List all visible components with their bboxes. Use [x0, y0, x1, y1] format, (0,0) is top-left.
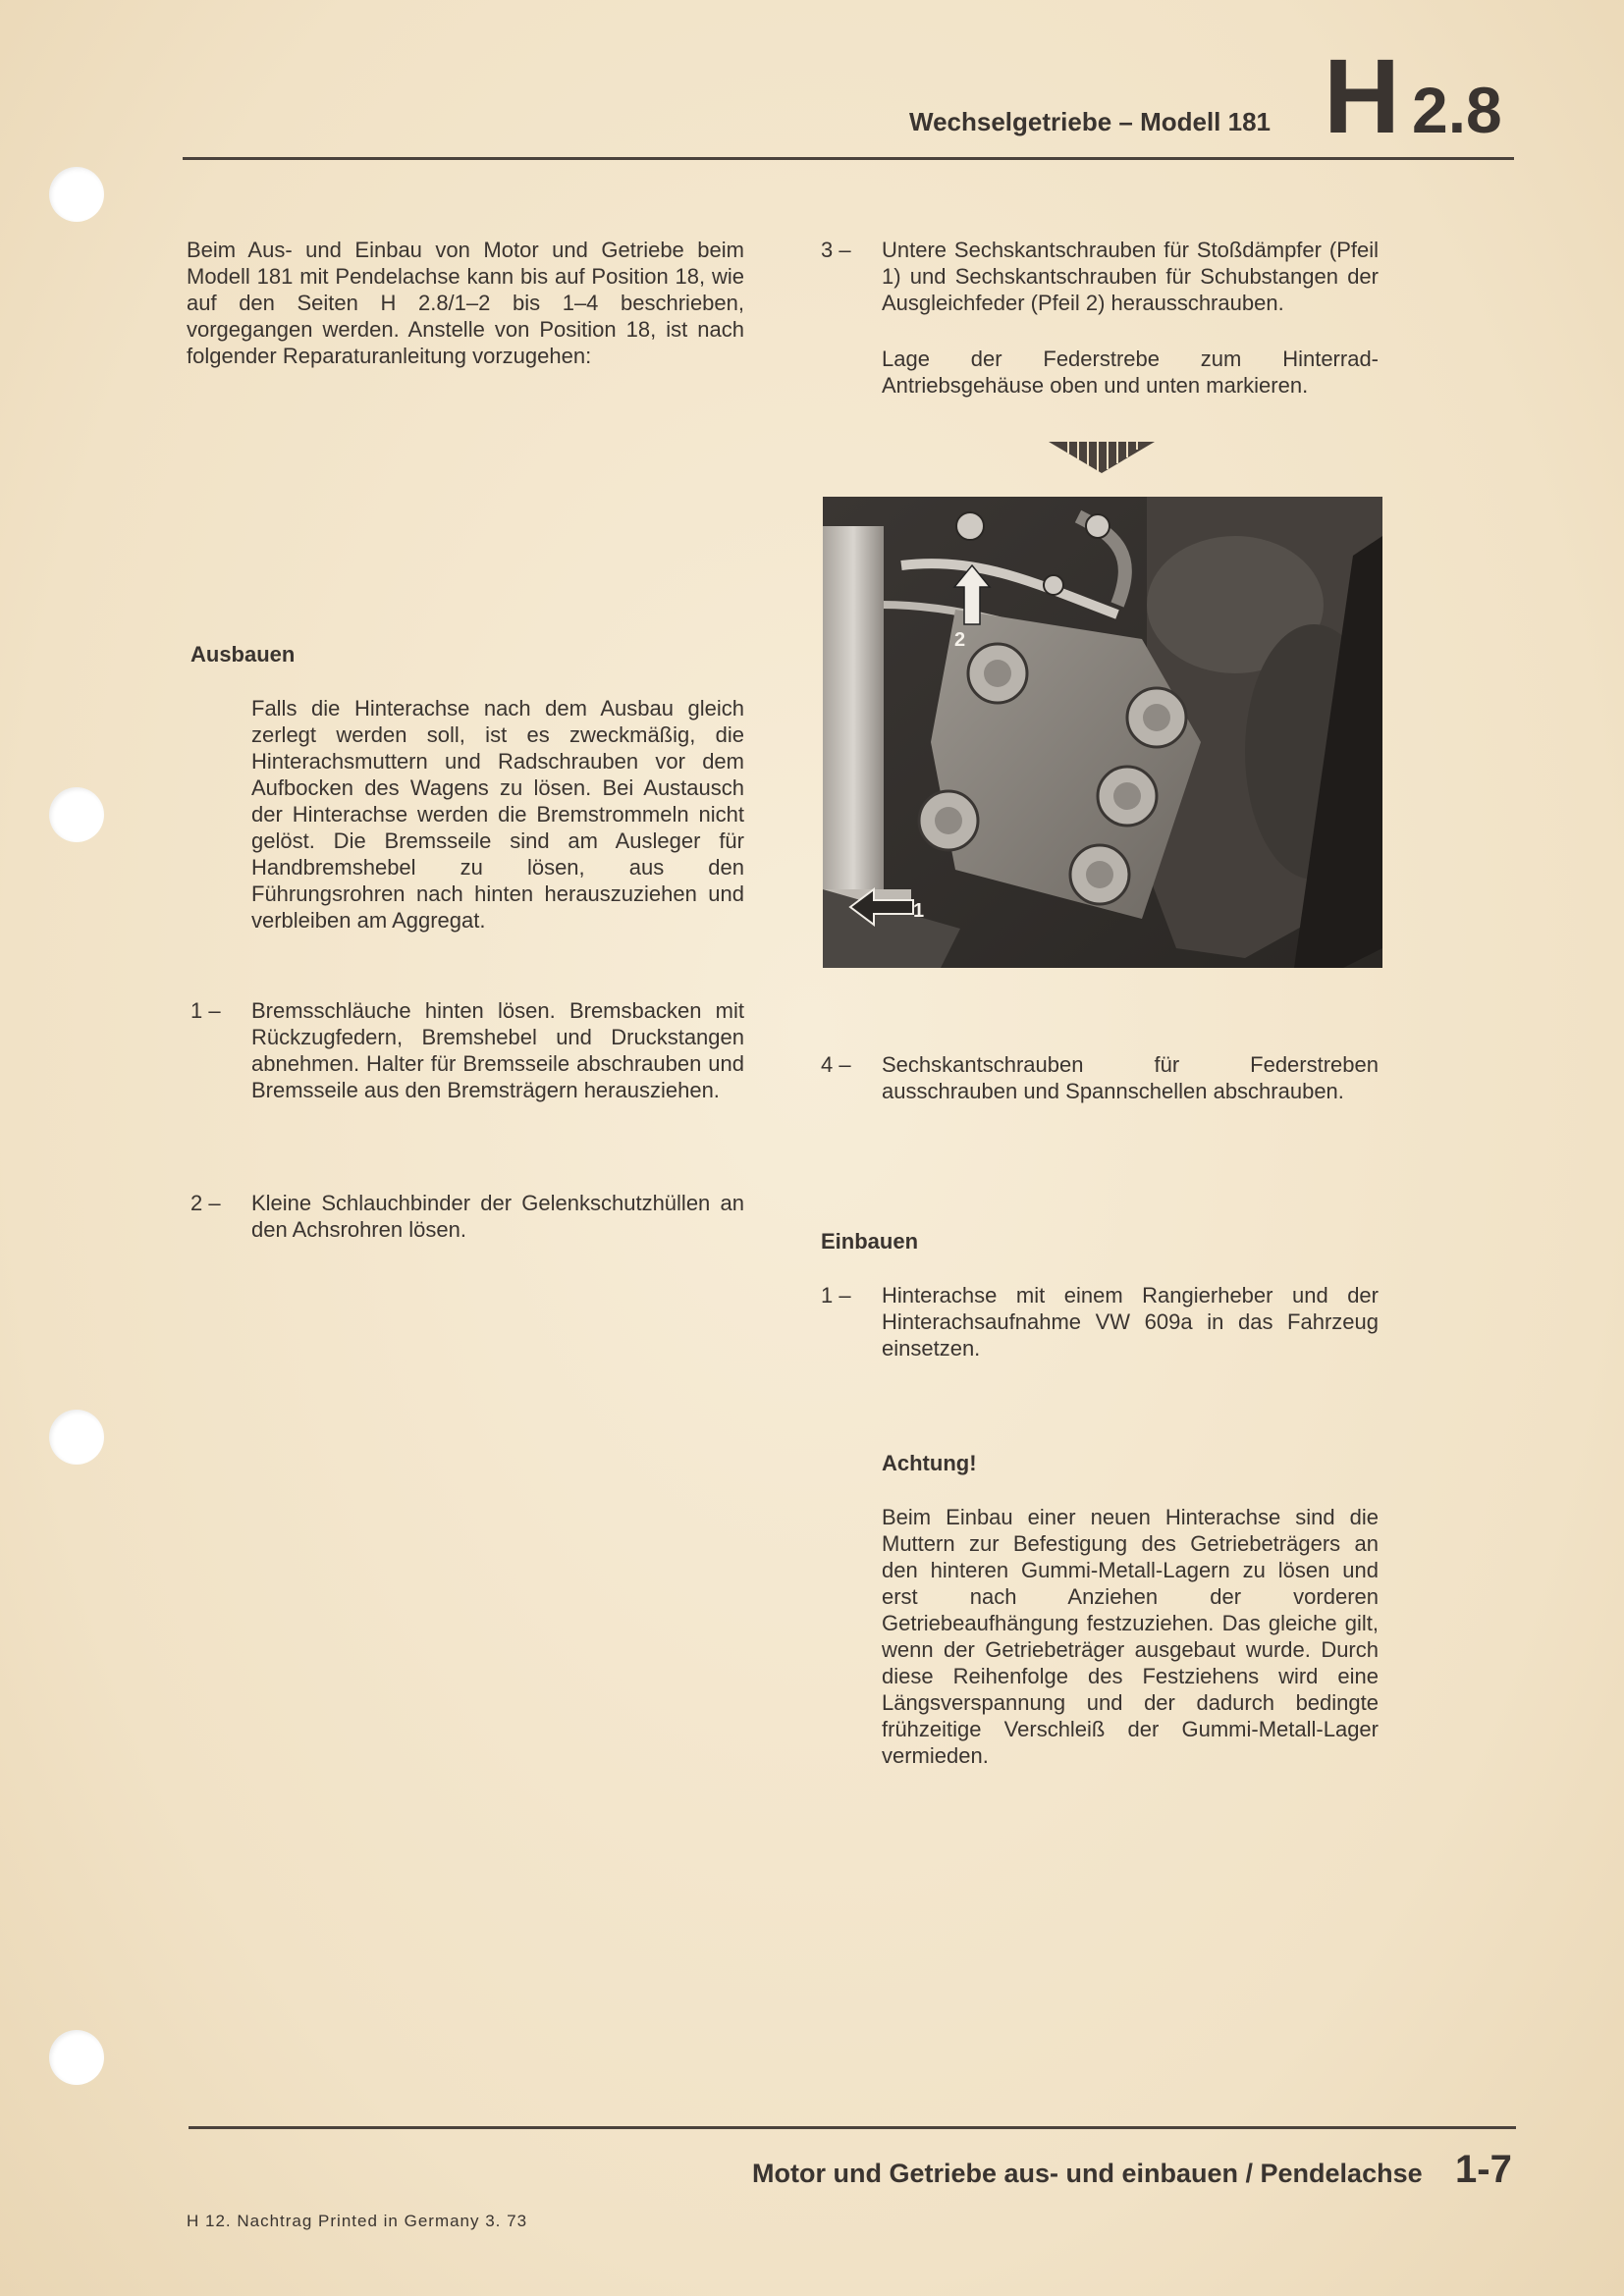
punch-hole: [49, 1410, 104, 1465]
header-title: Wechselgetriebe – Modell 181: [909, 107, 1271, 136]
intro-paragraph: Beim Aus- und Einbau von Motor und Getriebe beim Modell 181 mit Pendelachse kann bis auf Position 18, wie auf den Seiten H 2.8/1–2 bis 1–4 beschrieben, vorgegangen werden. Anstelle von Position 18, ist nach folgender Reparaturanleitung vorzugehen:: [187, 238, 744, 368]
header-rule: [183, 157, 1514, 160]
step-number: 1 –: [821, 1283, 851, 1308]
achtung-text: Beim Einbau einer neuen Hinterachse sind die Muttern zur Befestigung des Getriebeträgers an den hinteren Gummi-Metall-Lagern zu lösen und erst nach Anziehen der vorderen Getriebeaufhängung festzuziehen. Das gleiche gilt, wenn der Getriebeträger ausgebaut wurde. Durch diese Reihenfolge des Festziehens wird eine Längsverspannung und der dadurch bedingte frühzeitige Verschleiß der Gummi-Metall-Lager vermieden.: [882, 1505, 1379, 1768]
step-extra-text: Lage der Federstrebe zum Hinterrad-Antriebsgehäuse oben und unten markieren.: [882, 347, 1379, 398]
step-text: Kleine Schlauchbinder der Gelenkschutzhüllen an den Achsrohren lösen.: [251, 1191, 744, 1242]
step-number: 4 –: [821, 1052, 851, 1077]
step-text: Sechskantschrauben für Federstreben ausschrauben und Spannschellen abschrauben.: [882, 1052, 1379, 1103]
footer-title: Motor und Getriebe aus- und einbauen / Pendelachse: [752, 2159, 1423, 2188]
suspension-photo: [823, 497, 1382, 968]
step-number: 3 –: [821, 238, 851, 262]
footer-rule: [189, 2126, 1516, 2129]
step-number: 2 –: [190, 1191, 221, 1215]
punch-hole: [49, 2030, 104, 2085]
step-text: Hinterachse mit einem Rangierheber und der Hinterachsaufnahme VW 609a in das Fahrzeug einsetzen.: [882, 1283, 1379, 1361]
step-text: Untere Sechskantschrauben für Stoßdämpfer (Pfeil 1) und Sechskantschrauben für Schubstangen der Ausgleichfeder (Pfeil 2) herausschrauben.: [882, 238, 1379, 315]
step-text: Bremsschläuche hinten lösen. Bremsbacken mit Rückzugfedern, Bremshebel und Druckstangen abnehmen. Halter für Bremsseile abschrauben und Bremsseile aus den Bremsträgern herausziehen.: [251, 998, 744, 1102]
arrow-marker-icon: [1049, 440, 1155, 475]
section-number: 2.8: [1412, 74, 1502, 146]
print-note: H 12. Nachtrag Printed in Germany 3. 73: [187, 2212, 528, 2230]
photo-label-1: 1: [913, 900, 925, 922]
ausbauen-heading: Ausbauen: [190, 642, 296, 667]
punch-hole: [49, 787, 104, 842]
einbauen-heading: Einbauen: [821, 1229, 919, 1254]
ausbauen-note: Falls die Hinterachse nach dem Ausbau gleich zerlegt werden soll, ist es zweckmäßig, die Hinterachsmuttern und Radschrauben vor dem Aufbocken des Wagens zu lösen. Bei Austausch der Hinterachse werden die Bremstrommeln nicht gelöst. Die Bremsseile sind am Ausleger für Handbremshebel zu lösen, aus den Führungsrohren nach hinten herauszuziehen und verbleiben am Aggregat.: [251, 696, 744, 933]
section-letter: H: [1324, 36, 1398, 155]
page-number: 1-7: [1455, 2148, 1512, 2191]
achtung-heading: Achtung!: [882, 1451, 977, 1475]
photo-label-2: 2: [954, 629, 966, 651]
punch-hole: [49, 167, 104, 222]
section-code: [1324, 36, 1502, 155]
step-number: 1 –: [190, 998, 221, 1023]
